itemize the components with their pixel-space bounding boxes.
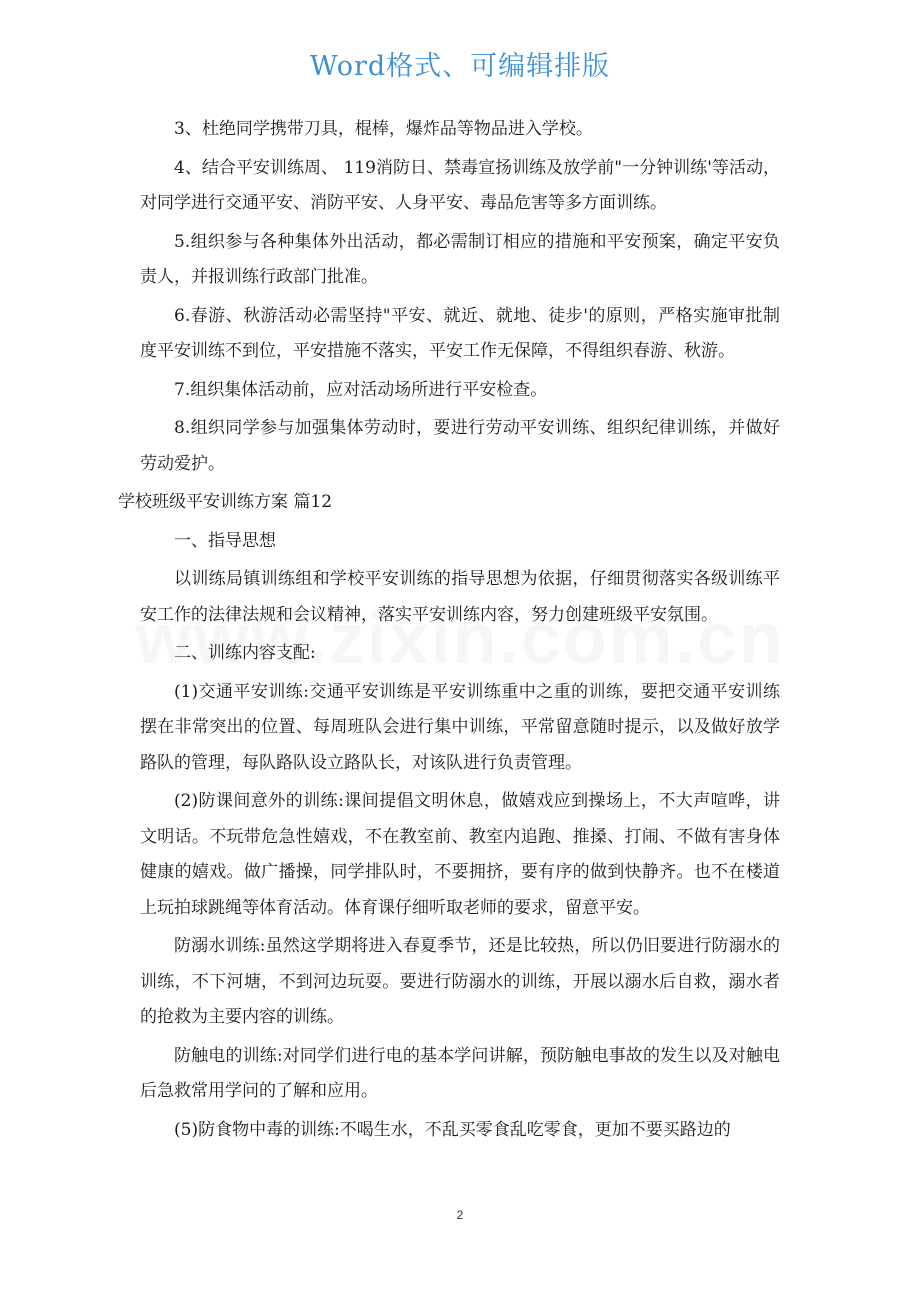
paragraph: (1)交通平安训练:交通平安训练是平安训练重中之重的训练，要把交通平安训练摆在非常突出的位置、每周班队会进行集中训练，平常留意随时提示，以及做好放学路队的管理，每队路队设立路队长，对该队进行负责管理。 (140, 681, 780, 773)
paragraph: 8.组织同学参与加强集体劳动时，要进行劳动平安训练、组织纪律训练，并做好劳动爱护。 (140, 418, 780, 474)
page-number: 2 (456, 1208, 464, 1222)
document-body (118, 112, 780, 1151)
paragraph: 4、结合平安训练周、 119消防日、禁毒宣扬训练及放学前"一分钟训练'等活动，对同学进行交通平安、消防平安、人身平安、毒品危害等多方面训练。 (140, 157, 780, 213)
paragraph: 7.组织集体活动前，应对活动场所进行平安检查。 (174, 379, 548, 400)
paragraph: (2)防课间意外的训练:课间提倡文明休息，做嬉戏应到操场上，不大声喧哗，讲文明话。不玩带危急性嬉戏，不在教室前、教室内追跑、推搡、打闹、不做有害身体健康的嬉戏。做广播操，同学排队时，不要拥挤，要有序的做到快静齐。也不在楼道上玩拍球跳绳等体育活动。体育课仔细听取老师的要求，留意平安。 (140, 791, 780, 918)
paragraph: 以训练局镇训练组和学校平安训练的指导思想为依据，仔细贯彻落实各级训练平安工作的法律法规和会议精神，落实平安训练内容，努力创建班级平安氛围。 (140, 569, 780, 625)
paragraph: 3、杜绝同学携带刀具，棍棒，爆炸品等物品进入学校。 (174, 119, 593, 139)
section-heading: 学校班级平安训练方案 篇12 (118, 492, 333, 512)
paragraph: 防溺水训练:虽然这学期将进入春夏季节，还是比较热，所以仍旧要进行防溺水的训练，不下河塘，不到河边玩耍。要进行防溺水的训练，开展以溺水后自救，溺水者的抢救为主要内容的训练。 (140, 936, 780, 1027)
subheading: 二、训练内容支配: (174, 643, 316, 663)
paragraph: 6.春游、秋游活动必需坚持"平安、就近、就地、徒步'的原则，严格实施审批制度平安训练不到位，平安措施不落实，平安工作无保障，不得组织春游、秋游。 (140, 305, 780, 361)
paragraph: 5.组织参与各种集体外出活动，都必需制订相应的措施和平安预案，确定平安负责人，并报训练行政部门批准。 (140, 231, 780, 287)
paragraph: 防触电的训练:对同学们进行电的基本学问讲解，预防触电事故的发生以及对触电后急救常用学问的了解和应用。 (140, 1045, 780, 1101)
subheading: 一、指导思想 (174, 530, 276, 551)
page-header-title: Word格式、可编辑排版 (309, 51, 611, 82)
paragraph: (5)防食物中毒的训练:不喝生水，不乱买零食乱吃零食，更加不要买路边的 (174, 1119, 731, 1140)
